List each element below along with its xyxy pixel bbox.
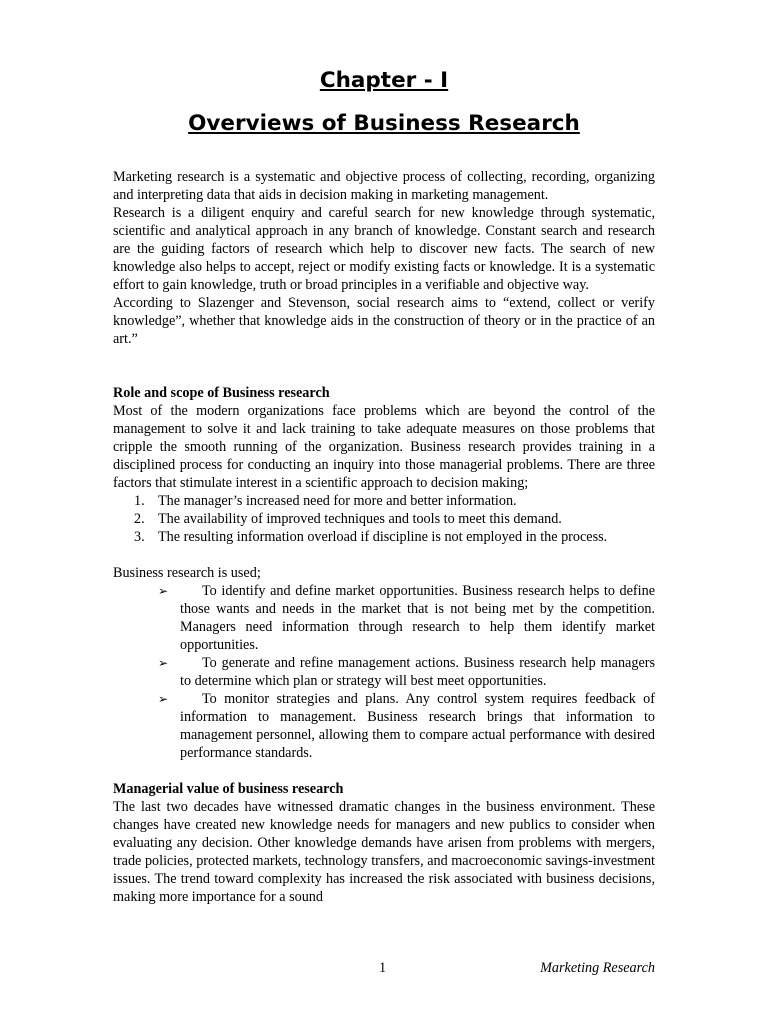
- list-item-text: To monitor strategies and plans. Any control system requires feedback of information to management. Business research brings that information to management personnel, allowing them to compare actual performance with desired performance standards.: [180, 691, 655, 761]
- list-item-text: To generate and refine management actions. Business research help managers to determine which plan or strategy will best meet opportunities.: [180, 655, 655, 689]
- list-item-text: The manager’s increased need for more and better information.: [158, 493, 517, 509]
- arrow-bullet-icon: ➢: [158, 692, 169, 706]
- spacer: [113, 348, 655, 384]
- arrow-bullet-icon: ➢: [158, 656, 169, 670]
- page-title: Overviews of Business Research: [188, 111, 580, 136]
- spacer: [113, 762, 655, 780]
- intro-paragraph-1: Marketing research is a systematic and objective process of collecting, recording, organizing and interpreting data that aids in decision making in marketing management.: [113, 169, 655, 203]
- list-number: 2.: [134, 511, 145, 527]
- section-heading-role: Role and scope of Business research: [113, 385, 330, 401]
- spacer: [113, 546, 655, 564]
- managerial-paragraph: The last two decades have witnessed dramatic changes in the business environment. These changes have created new knowledge needs for managers and new publics to consider when evaluating any decision. Other knowledge demands have arisen from problems with mergers, trade policies, protected markets, technology transfers, and macroeconomic savings-investment issues. The trend toward complexity has increased the risk associated with business decisions, making more importance for a sound: [113, 799, 655, 905]
- uses-intro: Business research is used;: [113, 565, 261, 581]
- list-number: 1.: [134, 493, 145, 509]
- section-heading-managerial: Managerial value of business research: [113, 781, 344, 797]
- list-item: [113, 528, 655, 546]
- list-item-text: The resulting information overload if discipline is not employed in the process.: [158, 529, 608, 545]
- intro-paragraph-3: According to Slazenger and Stevenson, social research aims to “extend, collect or verify knowledge”, whether that knowledge aids in the construction of theory or in the practice of an art.”: [113, 295, 655, 347]
- list-item-text: To identify and define market opportunities. Business research helps to define those wants and needs in the market that is not being met by the competition. Managers need information through research to help them identify market opportunities.: [180, 583, 655, 653]
- list-number: 3.: [134, 529, 145, 545]
- chapter-heading: Chapter - I: [319, 68, 449, 93]
- intro-paragraph-2: Research is a diligent enquiry and careful search for new knowledge through systematic, scientific and analytical approach in any branch of knowledge. Constant search and research are the guiding factors of research which help to discover new facts. The search of new knowledge also helps to accept, reject or modify existing facts or knowledge. It is a systematic effort to gain knowledge, truth or broad principles in a verifiable and objective way.: [113, 205, 655, 293]
- list-item: [113, 690, 655, 762]
- list-item: [113, 582, 655, 654]
- role-paragraph: Most of the modern organizations face problems which are beyond the control of the management to solve it and lack training to take adequate measures on those problems that cripple the smooth running of the organization. Business research provides training in a disciplined process for conducting an inquiry into those managerial problems. There are three factors that stimulate interest in a scientific approach to decision making;: [113, 403, 655, 491]
- document-page: [113, 0, 655, 1024]
- title-block: [113, 66, 655, 139]
- running-footer-title: Marketing Research: [540, 960, 655, 976]
- page-number: 1: [379, 960, 387, 976]
- list-item: [113, 654, 655, 690]
- document-body: [113, 168, 655, 906]
- factors-list: [113, 492, 655, 546]
- list-item: [113, 510, 655, 528]
- list-item-text: The availability of improved techniques and tools to meet this demand.: [158, 511, 562, 527]
- uses-list: [113, 582, 655, 762]
- list-item: [113, 492, 655, 510]
- arrow-bullet-icon: ➢: [158, 584, 169, 598]
